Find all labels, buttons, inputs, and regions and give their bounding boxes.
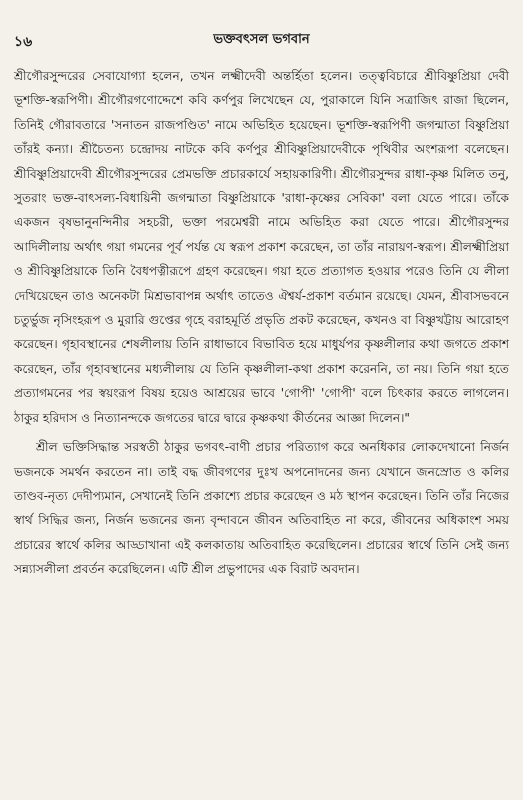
running-header: [14, 30, 509, 52]
paragraph: শ্রীগৌরসুন্দরের সেবাযোগ্যা হলেন, তখন লক্ষ্মীদেবী অন্তর্হিতা হলেন। তত্ত্ববিচারে শ্রীবিষ্ণুপ্রিয়া দেবী ভূশক্তি-স্বরূপিণী। শ্রীগৌরগণোদ্দেশে কবি কর্ণপুর লিখেছেন যে, পুরাকালে যিনি সত্রাজিৎ রাজা ছিলেন, তিনিই গৌরাবতারে 'সনাতন রাজপণ্ডিত' নামে অভিহিত হয়েছেন। ভূশক্তি-স্বরূপিণী জগন্মাতা বিষ্ণুপ্রিয়া তাঁরই কন্যা। শ্রীচৈতন্য চন্দ্রোদয় নাটকে কবি কর্ণপুর শ্রীবিষ্ণুপ্রিয়াদেবীকে পৃথিবীর অংশরূপা বলেছেন। শ্রীবিষ্ণুপ্রিয়াদেবী শ্রীগৌরসুন্দরের প্রেমভক্তি প্রচারকার্যে সহায়কারিণী। শ্রীগৌরসুন্দর রাধা-কৃষ্ণ মিলিত তনু, সুতরাং ভক্ত-বাৎসল্য-বিধায়িনী জগন্মাতা বিষ্ণুপ্রিয়াকে 'রাধা-কৃষ্ণের সেবিকা' বলা যেতে পারে। তাঁকে একজন বৃষভানুনন্দিনীর সহচরী, ভক্তা পরমেশ্বরী নামে অভিহিত করা যেতে পারে। শ্রীগৌরসুন্দর আদিলীলায় অর্থাৎ গয়া গমনের পূর্ব পর্যন্ত যে স্বরূপ প্রকাশ করেছেন, তা তাঁর নারায়ণ-স্বরূপ। শ্রীলক্ষ্মীপ্রিয়া ও শ্রীবিষ্ণুপ্রিয়াকে তিনি বৈধপত্নীরূপে গ্রহণ করেছেন। গয়া হতে প্রত্যাগত হওয়ার পরেও তিনি যে লীলা দেখিয়েছেন তাও অনেকটা মিশ্রভাবাপন্ন অর্থাৎ তাতেও ঐশ্বর্য-প্রকাশ বর্তমান রয়েছে। যেমন, শ্রীবাসভবনে চতুর্ভুজ নৃসিংহরূপ ও মুরারি গুপ্তের গৃহে বরাহমূর্তি প্রভৃতি প্রকট করেছেন, কখনও বা বিষ্ণুখট্টায় আরোহণ করেছেন। গৃহাবস্থানের শেষলীলায় তিনি রাধাভাবে বিভাবিত হয়ে মাধুর্যপর কৃষ্ণলীলার কথা জগতে প্রকাশ করেছেন, তাঁর গৃহাবস্থানের মধ্যলীলায় যে তিনি কৃষ্ণলীলা-কথা প্রকাশ করেননি, তা নয়। তিনি গয়া হতে প্রত্যাগমনের পর স্বয়ংরূপ বিষয় হয়েও আশ্রয়ের ভাবে 'গোপী' 'গোপী' বলে চিৎকার করতে লাগলেন। ঠাকুর হরিদাস ও নিত্যানন্দকে জগতের দ্বারে দ্বারে কৃষ্ণকথা কীর্তনের আজ্ঞা দিলেন।": [14, 69, 509, 425]
page-number: ১৬: [14, 34, 33, 50]
page-body: [14, 64, 509, 582]
paragraph: শ্রীল ভক্তিসিদ্ধান্ত সরস্বতী ঠাকুর ভগবৎ-বাণী প্রচার পরিত্যাগ করে অনধিকার লোকদেখানো নির্জন ভজনকে সমর্থন করতেন না। তাই বদ্ধ জীবগণের দুঃখ অপনোদনের জন্য যেখানে জনস্রোত ও কলির তাণ্ডব-নৃত্য দেদীপ্যমান, সেখানেই তিনি প্রকাশ্যে প্রচার করেছেন ও মঠ স্থাপন করেছেন। তিনি তাঁর নিজের স্বার্থ সিদ্ধির জন্য, নির্জন ভজনের জন্য বৃন্দাবনে জীবন অতিবাহিত না করে, জীবনের অধিকাংশ সময় প্রচারের স্বার্থে কলির আড্ডাখানা এই কলকাতায় অতিবাহিত করেছিলেন। প্রচারের স্বার্থে তিনি সেই জন্য সন্ন্যাসলীলা প্রবর্তন করেছিলেন। এটি শ্রীল প্রভুপাদের এক বিরাট অবদান।: [14, 440, 509, 577]
running-title: ভক্তবৎসল ভগবান: [213, 32, 310, 47]
